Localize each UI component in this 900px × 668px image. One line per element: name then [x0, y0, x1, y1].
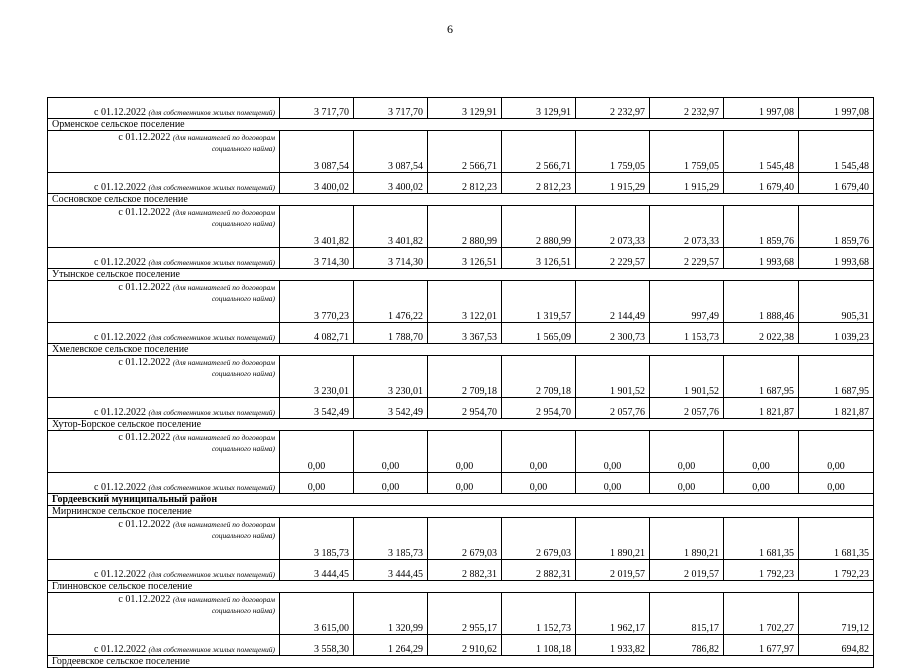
row-label-date: с 01.12.2022	[118, 519, 171, 530]
table-row	[48, 635, 874, 656]
table-row	[48, 560, 874, 581]
tariff-table	[47, 97, 874, 668]
row-label-note: (для собственников жилых помещений)	[148, 333, 275, 342]
row-label-date: с 01.12.2022	[94, 257, 146, 268]
table-row	[48, 173, 874, 194]
tariff-value-cell: 3 122,01	[428, 281, 502, 323]
row-label-note: (для нанимателей по договорам	[172, 358, 275, 367]
tariff-value-cell: 0,00	[650, 473, 724, 494]
tariff-value-cell: 2 229,57	[650, 248, 724, 269]
table-row	[48, 323, 874, 344]
tariff-value-cell: 3 129,91	[502, 98, 576, 119]
settlement-name: Глинновское сельское поселение	[48, 581, 874, 593]
tariff-value-cell: 1 476,22	[354, 281, 428, 323]
tariff-value-cell: 1 821,87	[799, 398, 874, 419]
row-label-date: с 01.12.2022	[118, 594, 171, 605]
settlement-name: Хутор-Борское сельское поселение	[48, 419, 874, 431]
tariff-value-cell: 2 019,57	[650, 560, 724, 581]
row-label-date: с 01.12.2022	[94, 407, 146, 418]
tariff-value-cell: 0,00	[576, 473, 650, 494]
tariff-value-cell: 2 057,76	[576, 398, 650, 419]
settlement-name: Орменское сельское поселение	[48, 119, 874, 131]
tariff-value-cell: 1 962,17	[576, 593, 650, 635]
tariff-value-cell: 1 933,82	[576, 635, 650, 656]
table-row	[48, 398, 874, 419]
tariff-value-cell: 1 702,27	[724, 593, 799, 635]
tariff-value-cell: 3 444,45	[280, 560, 354, 581]
tariff-value-cell: 3 401,82	[280, 206, 354, 248]
tariff-value-cell: 3 185,73	[354, 518, 428, 560]
row-label-note: (для нанимателей по договорам	[172, 208, 275, 217]
row-label-date: с 01.12.2022	[94, 182, 146, 193]
tariff-value-cell: 2 144,49	[576, 281, 650, 323]
table-row	[48, 518, 874, 560]
settlement-header-row	[48, 656, 874, 668]
table-row	[48, 473, 874, 494]
tariff-value-cell: 2 679,03	[428, 518, 502, 560]
tariff-value-cell: 2 566,71	[428, 131, 502, 173]
tariff-value-cell: 1 915,29	[650, 173, 724, 194]
tariff-value-cell: 2 073,33	[650, 206, 724, 248]
row-label-line1	[52, 432, 275, 443]
tariff-value-cell: 1 901,52	[576, 356, 650, 398]
tariff-value-cell: 1 679,40	[799, 173, 874, 194]
tariff-value-cell: 3 401,82	[354, 206, 428, 248]
tariff-value-cell: 2 232,97	[650, 98, 724, 119]
settlement-name: Хмелевское сельское поселение	[48, 344, 874, 356]
tariff-value-cell: 2 709,18	[428, 356, 502, 398]
tariff-value-cell: 0,00	[428, 431, 502, 473]
tariff-value-cell: 1 677,97	[724, 635, 799, 656]
tariff-value-cell: 2 955,17	[428, 593, 502, 635]
tariff-value-cell: 1 152,73	[502, 593, 576, 635]
tariff-value-cell: 2 232,97	[576, 98, 650, 119]
tariff-value-cell: 1 901,52	[650, 356, 724, 398]
row-label-date: с 01.12.2022	[94, 569, 146, 580]
row-label	[48, 431, 280, 473]
tariff-value-cell: 3 717,70	[280, 98, 354, 119]
tariff-value-cell: 3 087,54	[354, 131, 428, 173]
tariff-value-cell: 2 954,70	[428, 398, 502, 419]
tariff-value-cell: 3 367,53	[428, 323, 502, 344]
tariff-value-cell: 3 542,49	[280, 398, 354, 419]
tariff-value-cell: 2 566,71	[502, 131, 576, 173]
tariff-value-cell: 1 264,29	[354, 635, 428, 656]
table-row	[48, 98, 874, 119]
tariff-value-cell: 0,00	[799, 431, 874, 473]
tariff-value-cell: 2 882,31	[428, 560, 502, 581]
tariff-value-cell: 2 882,31	[502, 560, 576, 581]
settlement-header-row	[48, 194, 874, 206]
row-label-note: (для собственников жилых помещений)	[148, 408, 275, 417]
row-label-date: с 01.12.2022	[118, 357, 171, 368]
row-label-note: (для собственников жилых помещений)	[148, 108, 275, 117]
tariff-value-cell: 0,00	[799, 473, 874, 494]
row-label	[48, 131, 280, 173]
tariff-value-cell: 1 997,08	[724, 98, 799, 119]
tariff-value-cell: 3 087,54	[280, 131, 354, 173]
row-label-date: с 01.12.2022	[118, 432, 171, 443]
tariff-value-cell: 1 993,68	[799, 248, 874, 269]
row-label-date: с 01.12.2022	[118, 207, 171, 218]
table-row	[48, 593, 874, 635]
settlement-header-row	[48, 344, 874, 356]
row-label-note: (для нанимателей по договорам	[172, 433, 275, 442]
row-label-date: с 01.12.2022	[94, 332, 146, 343]
tariff-value-cell: 0,00	[502, 431, 576, 473]
row-label	[48, 518, 280, 560]
tariff-value-cell: 2 880,99	[502, 206, 576, 248]
tariff-value-cell: 1 153,73	[650, 323, 724, 344]
row-label	[48, 560, 280, 581]
row-label-note: (для собственников жилых помещений)	[148, 258, 275, 267]
row-label-note: (для собственников жилых помещений)	[148, 645, 275, 654]
tariff-value-cell: 0,00	[354, 473, 428, 494]
tariff-value-cell: 2 229,57	[576, 248, 650, 269]
tariff-value-cell: 3 400,02	[354, 173, 428, 194]
tariff-value-cell: 2 812,23	[502, 173, 576, 194]
tariff-value-cell: 1 687,95	[799, 356, 874, 398]
tariff-value-cell: 1 821,87	[724, 398, 799, 419]
tariff-value-cell: 3 126,51	[428, 248, 502, 269]
settlement-name: Утынское сельское поселение	[48, 269, 874, 281]
tariff-value-cell: 2 679,03	[502, 518, 576, 560]
row-label	[48, 398, 280, 419]
district-header-row	[48, 494, 874, 506]
tariff-value-cell: 2 057,76	[650, 398, 724, 419]
tariff-value-cell: 1 681,35	[724, 518, 799, 560]
settlement-header-row	[48, 419, 874, 431]
tariff-value-cell: 2 022,38	[724, 323, 799, 344]
row-label	[48, 356, 280, 398]
row-label-note: (для собственников жилых помещений)	[148, 570, 275, 579]
tariff-value-cell: 2 300,73	[576, 323, 650, 344]
row-label-note-line2: социального найма)	[211, 531, 275, 540]
tariff-value-cell: 1 890,21	[650, 518, 724, 560]
tariff-value-cell: 3 770,23	[280, 281, 354, 323]
settlement-header-row	[48, 581, 874, 593]
row-label-line1	[52, 282, 275, 293]
tariff-value-cell: 1 915,29	[576, 173, 650, 194]
district-name: Гордеевский муниципальный район	[48, 494, 874, 506]
tariff-value-cell: 815,17	[650, 593, 724, 635]
tariff-value-cell: 2 954,70	[502, 398, 576, 419]
tariff-value-cell: 905,31	[799, 281, 874, 323]
row-label	[48, 323, 280, 344]
tariff-value-cell: 3 615,00	[280, 593, 354, 635]
tariff-value-cell: 1 890,21	[576, 518, 650, 560]
tariff-value-cell: 1 687,95	[724, 356, 799, 398]
row-label-date: с 01.12.2022	[94, 107, 146, 118]
tariff-value-cell: 1 788,70	[354, 323, 428, 344]
row-label	[48, 281, 280, 323]
tariff-value-cell: 3 558,30	[280, 635, 354, 656]
table-row	[48, 281, 874, 323]
tariff-value-cell: 1 108,18	[502, 635, 576, 656]
tariff-value-cell: 3 714,30	[280, 248, 354, 269]
tariff-value-cell: 1 792,23	[799, 560, 874, 581]
page-number: 6	[447, 22, 453, 36]
table-row	[48, 356, 874, 398]
tariff-value-cell: 0,00	[724, 431, 799, 473]
tariff-value-cell: 0,00	[280, 473, 354, 494]
tariff-value-cell: 3 230,01	[280, 356, 354, 398]
tariff-value-cell: 1 888,46	[724, 281, 799, 323]
table-row	[48, 206, 874, 248]
tariff-value-cell: 2 910,62	[428, 635, 502, 656]
row-label-note-line2: социального найма)	[211, 219, 275, 228]
row-label-note: (для нанимателей по договорам	[172, 520, 275, 529]
tariff-value-cell: 0,00	[280, 431, 354, 473]
settlement-header-row	[48, 269, 874, 281]
tariff-value-cell: 1 997,08	[799, 98, 874, 119]
row-label-line1	[52, 132, 275, 143]
tariff-value-cell: 3 230,01	[354, 356, 428, 398]
tariff-value-cell: 0,00	[724, 473, 799, 494]
row-label-line1	[52, 594, 275, 605]
row-label	[48, 593, 280, 635]
row-label-note-line2: социального найма)	[211, 606, 275, 615]
tariff-value-cell: 694,82	[799, 635, 874, 656]
row-label-note: (для собственников жилых помещений)	[148, 483, 275, 492]
row-label	[48, 173, 280, 194]
row-label-date: с 01.12.2022	[118, 132, 171, 143]
tariff-value-cell: 2 709,18	[502, 356, 576, 398]
tariff-value-cell: 997,49	[650, 281, 724, 323]
row-label-note-line2: социального найма)	[211, 144, 275, 153]
tariff-value-cell: 1 319,57	[502, 281, 576, 323]
tariff-value-cell: 1 681,35	[799, 518, 874, 560]
row-label-note: (для собственников жилых помещений)	[148, 183, 275, 192]
tariff-value-cell: 2 019,57	[576, 560, 650, 581]
tariff-value-cell: 1 320,99	[354, 593, 428, 635]
tariff-value-cell: 3 717,70	[354, 98, 428, 119]
row-label	[48, 473, 280, 494]
row-label-note-line2: социального найма)	[211, 444, 275, 453]
tariff-value-cell: 1 859,76	[724, 206, 799, 248]
tariff-value-cell: 786,82	[650, 635, 724, 656]
settlement-header-row	[48, 119, 874, 131]
row-label-date: с 01.12.2022	[94, 482, 146, 493]
row-label-note: (для нанимателей по договорам	[172, 133, 275, 142]
tariff-value-cell: 2 812,23	[428, 173, 502, 194]
tariff-value-cell: 4 082,71	[280, 323, 354, 344]
table-row	[48, 131, 874, 173]
tariff-value-cell: 1 993,68	[724, 248, 799, 269]
row-label-date: с 01.12.2022	[118, 282, 171, 293]
tariff-value-cell: 3 444,45	[354, 560, 428, 581]
tariff-value-cell: 1 039,23	[799, 323, 874, 344]
settlement-name: Гордеевское сельское поселение	[48, 656, 874, 668]
row-label-note: (для нанимателей по договорам	[172, 595, 275, 604]
tariff-value-cell: 1 565,09	[502, 323, 576, 344]
tariff-value-cell: 719,12	[799, 593, 874, 635]
tariff-value-cell: 0,00	[354, 431, 428, 473]
row-label-date: с 01.12.2022	[94, 644, 146, 655]
row-label-note: (для нанимателей по договорам	[172, 283, 275, 292]
row-label-note-line2: социального найма)	[211, 369, 275, 378]
tariff-value-cell: 1 679,40	[724, 173, 799, 194]
tariff-value-cell: 1 545,48	[724, 131, 799, 173]
table-row	[48, 431, 874, 473]
settlement-name: Мирнинское сельское поселение	[48, 506, 874, 518]
tariff-value-cell: 3 126,51	[502, 248, 576, 269]
tariff-value-cell: 2 880,99	[428, 206, 502, 248]
tariff-value-cell: 3 714,30	[354, 248, 428, 269]
table-row	[48, 248, 874, 269]
settlement-name: Сосновское сельское поселение	[48, 194, 874, 206]
tariff-value-cell: 1 759,05	[576, 131, 650, 173]
tariff-value-cell: 3 400,02	[280, 173, 354, 194]
tariff-value-cell: 0,00	[576, 431, 650, 473]
row-label	[48, 248, 280, 269]
tariff-value-cell: 3 542,49	[354, 398, 428, 419]
row-label-line1	[52, 357, 275, 368]
settlement-header-row	[48, 506, 874, 518]
tariff-value-cell: 1 859,76	[799, 206, 874, 248]
row-label	[48, 98, 280, 119]
tariff-value-cell: 3 129,91	[428, 98, 502, 119]
tariff-value-cell: 3 185,73	[280, 518, 354, 560]
row-label	[48, 635, 280, 656]
tariff-value-cell: 2 073,33	[576, 206, 650, 248]
row-label-note-line2: социального найма)	[211, 294, 275, 303]
tariff-table-body	[48, 98, 874, 668]
row-label-line1	[52, 207, 275, 218]
row-label	[48, 206, 280, 248]
tariff-value-cell: 0,00	[428, 473, 502, 494]
row-label-line1	[52, 519, 275, 530]
tariff-value-cell: 0,00	[502, 473, 576, 494]
tariff-value-cell: 0,00	[650, 431, 724, 473]
tariff-value-cell: 1 792,23	[724, 560, 799, 581]
tariff-value-cell: 1 759,05	[650, 131, 724, 173]
tariff-value-cell: 1 545,48	[799, 131, 874, 173]
